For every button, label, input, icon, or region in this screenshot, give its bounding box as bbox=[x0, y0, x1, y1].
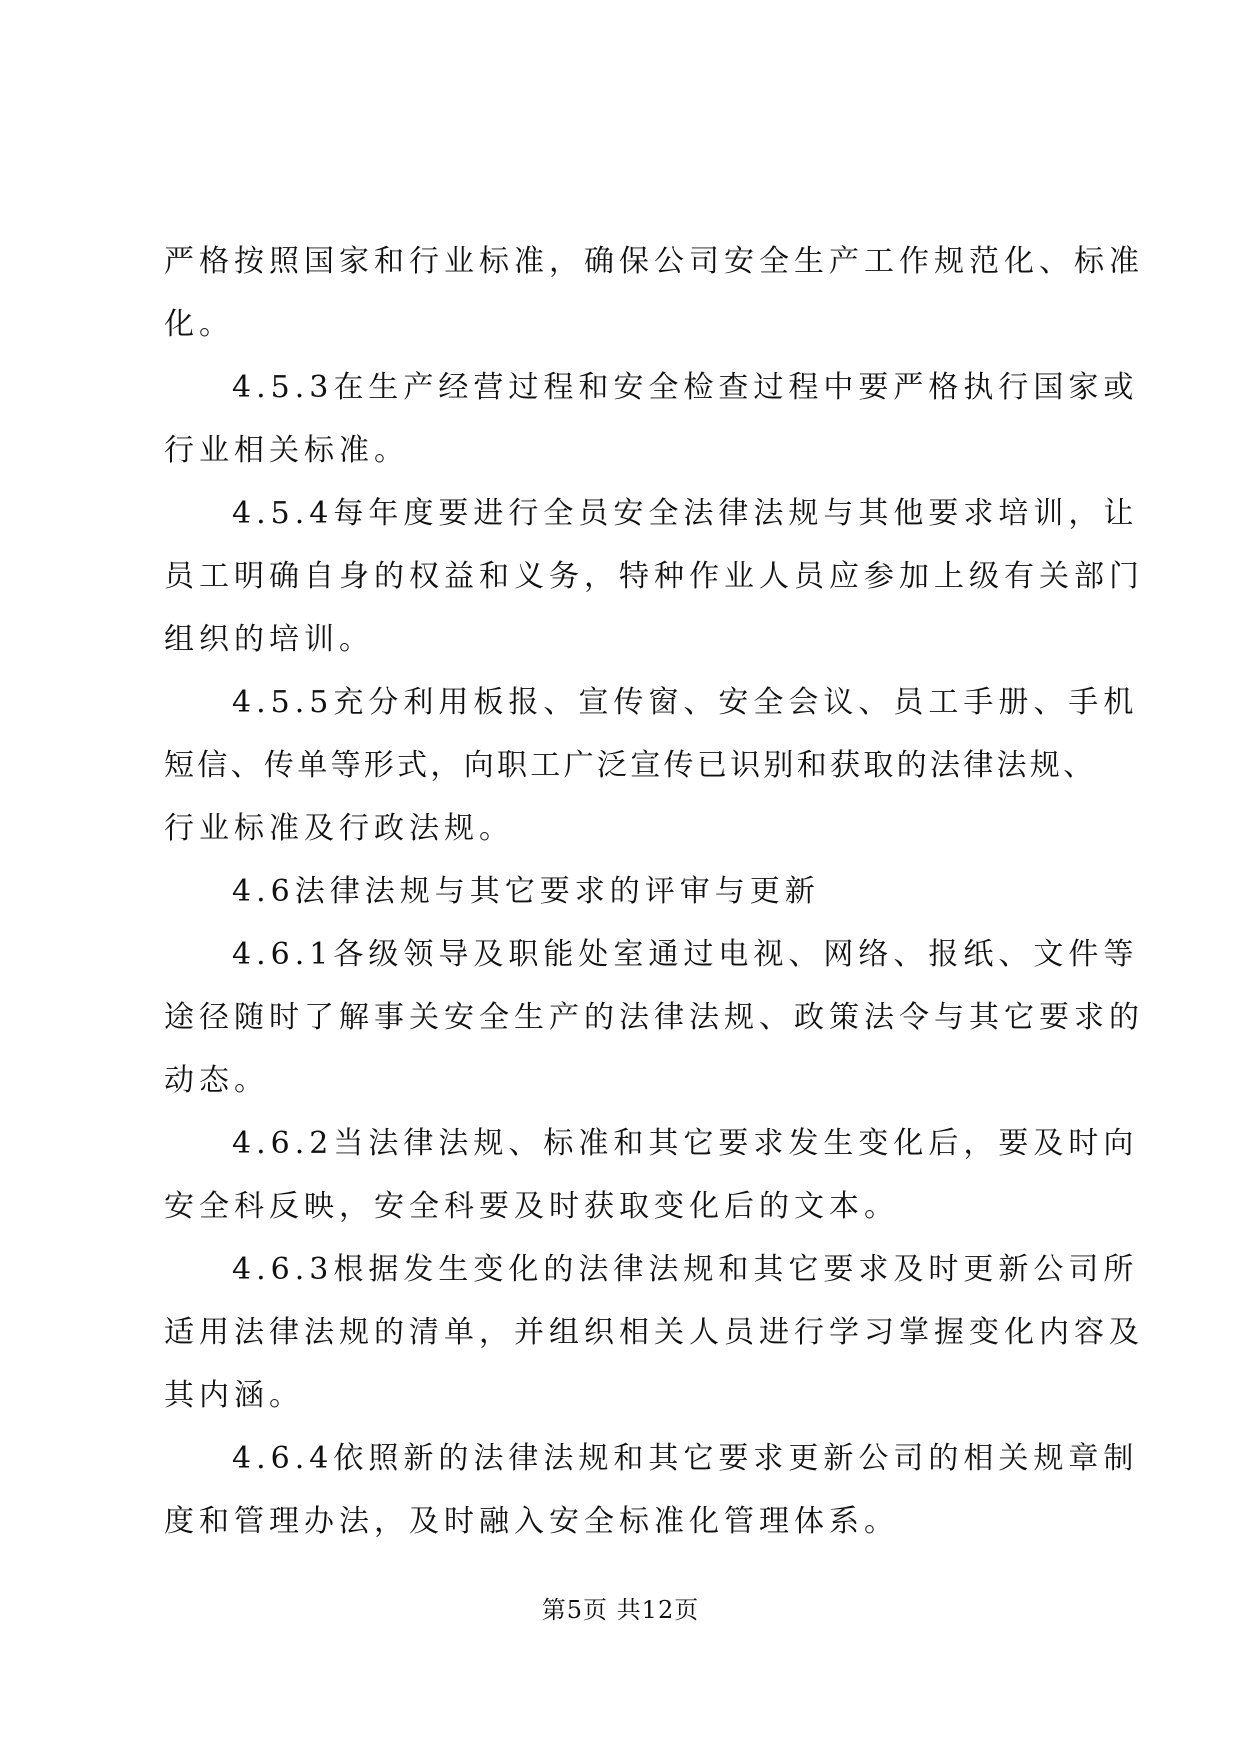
text-line: 行业相关标准。 bbox=[164, 433, 409, 468]
text-line: 4.6.2当法律法规、标准和其它要求发生变化后，要及时向 bbox=[232, 1126, 1139, 1161]
text-line: 度和管理办法，及时融入安全标准化管理体系。 bbox=[164, 1504, 899, 1539]
document-body bbox=[164, 230, 1144, 1553]
text-line: 4.6.3根据发生变化的法律法规和其它要求及时更新公司所 bbox=[232, 1252, 1139, 1287]
text-line: 动态。 bbox=[164, 1063, 269, 1098]
text-line: 适用法律法规的清单，并组织相关人员进行学习掌握变化内容及 bbox=[164, 1315, 1144, 1350]
section-heading: 4.6法律法规与其它要求的评审与更新 bbox=[232, 874, 820, 909]
text-line: 安全科反映，安全科要及时获取变化后的文本。 bbox=[164, 1189, 899, 1224]
text-line: 其内涵。 bbox=[164, 1378, 304, 1413]
text-line: 化。 bbox=[164, 307, 234, 342]
text-line: 4.5.4每年度要进行全员安全法律法规与其他要求培训，让 bbox=[232, 496, 1139, 531]
text-line: 组织的培训。 bbox=[164, 622, 374, 657]
text-line: 员工明确自身的权益和义务，特种作业人员应参加上级有关部门 bbox=[164, 559, 1144, 594]
text-line: 短信、传单等形式，向职工广泛宣传已识别和获取的法律法规、 bbox=[164, 748, 1097, 783]
text-line: 严格按照国家和行业标准，确保公司安全生产工作规范化、标准 bbox=[164, 244, 1144, 279]
text-line: 4.5.3在生产经营过程和安全检查过程中要严格执行国家或 bbox=[232, 370, 1139, 405]
page-footer: 第5页 共12页 bbox=[541, 1596, 700, 1624]
text-line: 行业标准及行政法规。 bbox=[164, 811, 514, 846]
text-line: 4.6.1各级领导及职能处室通过电视、网络、报纸、文件等 bbox=[232, 937, 1139, 972]
text-line: 途径随时了解事关安全生产的法律法规、政策法令与其它要求的 bbox=[164, 1000, 1144, 1035]
text-line: 4.5.5充分利用板报、宣传窗、安全会议、员工手册、手机 bbox=[232, 685, 1139, 720]
text-line: 4.6.4依照新的法律法规和其它要求更新公司的相关规章制 bbox=[232, 1441, 1139, 1476]
